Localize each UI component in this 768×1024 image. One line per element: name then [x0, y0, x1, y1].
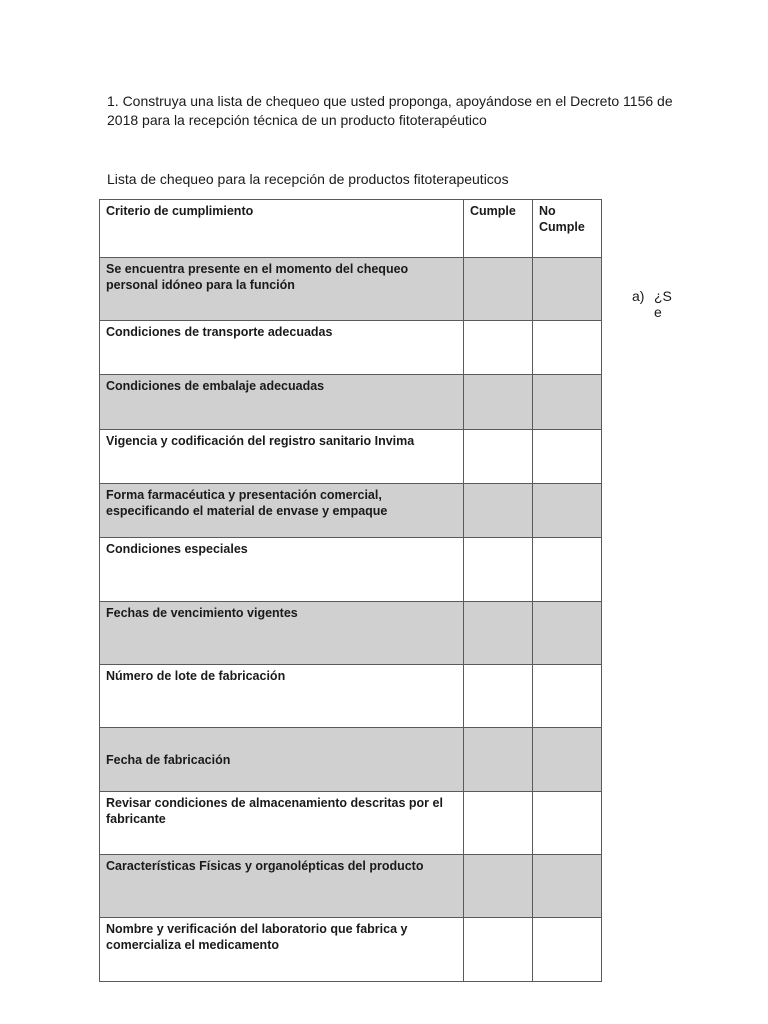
cumple-cell[interactable] [464, 484, 533, 538]
cumple-cell[interactable] [464, 538, 533, 602]
cumple-cell[interactable] [464, 855, 533, 918]
criterio-cell: Se encuentra presente en el momento del chequeo personal idóneo para la función [100, 258, 464, 321]
criterio-cell: Forma farmacéutica y presentación comercial, especificando el material de envase y empaque [100, 484, 464, 538]
criterio-cell: Fechas de vencimiento vigentes [100, 602, 464, 665]
header-criterio: Criterio de cumplimiento [100, 200, 464, 258]
cumple-cell[interactable] [464, 321, 533, 375]
list-marker: a) [632, 288, 645, 304]
no-cumple-cell[interactable] [533, 792, 602, 855]
no-cumple-cell[interactable] [533, 665, 602, 728]
criterio-cell: Características Físicas y organolépticas del producto [100, 855, 464, 918]
table-row [100, 602, 602, 665]
no-cumple-cell[interactable] [533, 484, 602, 538]
cumple-cell[interactable] [464, 602, 533, 665]
no-cumple-cell[interactable] [533, 602, 602, 665]
cumple-cell[interactable] [464, 918, 533, 982]
checklist-title: Lista de chequeo para la recepción de productos fitoterapeuticos [107, 171, 509, 187]
cumple-cell[interactable] [464, 665, 533, 728]
table-row [100, 321, 602, 375]
no-cumple-cell[interactable] [533, 918, 602, 982]
cumple-cell[interactable] [464, 792, 533, 855]
no-cumple-cell[interactable] [533, 321, 602, 375]
criterio-cell: Vigencia y codificación del registro sanitario Invima [100, 430, 464, 484]
criterio-cell: Nombre y verificación del laboratorio que fabrica y comercializa el medicamento [100, 918, 464, 982]
side-note-text: ¿Se [654, 288, 672, 320]
table-row [100, 665, 602, 728]
criterio-cell: Condiciones de embalaje adecuadas [100, 375, 464, 430]
no-cumple-cell[interactable] [533, 855, 602, 918]
side-note [632, 288, 672, 320]
table-row [100, 258, 602, 321]
cumple-cell[interactable] [464, 728, 533, 792]
criterio-cell: Fecha de fabricación [100, 728, 464, 792]
table-row [100, 375, 602, 430]
table-row [100, 918, 602, 982]
no-cumple-cell[interactable] [533, 538, 602, 602]
criterio-cell: Condiciones de transporte adecuadas [100, 321, 464, 375]
cumple-cell[interactable] [464, 375, 533, 430]
cumple-cell[interactable] [464, 258, 533, 321]
table-row [100, 792, 602, 855]
question-text: 1. Construya una lista de chequeo que usted proponga, apoyándose en el Decreto 1156 de 2018 para la recepción técnica de un producto fitoterapéutico [107, 93, 673, 128]
header-no-cumple: No Cumple [533, 200, 602, 258]
criterio-cell: Condiciones especiales [100, 538, 464, 602]
criterio-cell: Revisar condiciones de almacenamiento descritas por el fabricante [100, 792, 464, 855]
table-row [100, 728, 602, 792]
cumple-cell[interactable] [464, 430, 533, 484]
no-cumple-cell[interactable] [533, 258, 602, 321]
no-cumple-cell[interactable] [533, 430, 602, 484]
table-row [100, 484, 602, 538]
table-row [100, 855, 602, 918]
table-row [100, 430, 602, 484]
checklist-table [99, 199, 602, 982]
header-cumple: Cumple [464, 200, 533, 258]
header-row [100, 200, 602, 258]
criterio-cell: Número de lote de fabricación [100, 665, 464, 728]
no-cumple-cell[interactable] [533, 728, 602, 792]
table-row [100, 538, 602, 602]
no-cumple-cell[interactable] [533, 375, 602, 430]
